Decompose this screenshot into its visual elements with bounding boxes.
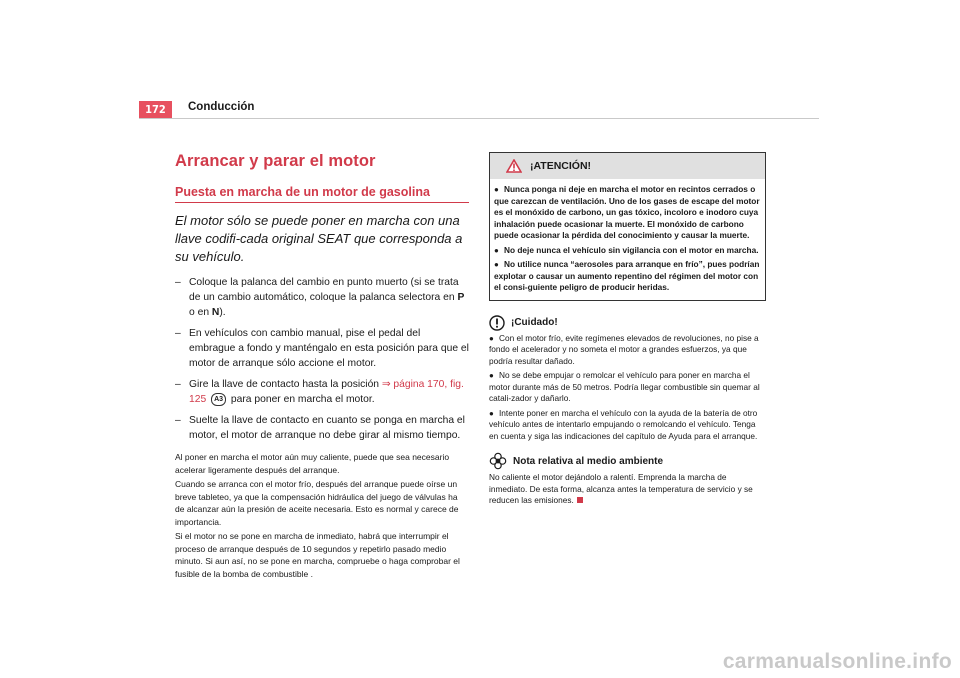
right-column — [489, 152, 766, 510]
environment-text: No caliente el motor dejándolo a ralentí. Emprenda la marcha de inmediato. De esta forma, alcanza antes la temperatura de servicio y se reducen las emisiones. — [489, 472, 753, 505]
list-item: – Gire la llave de contacto hasta la posición ⇒ página 170, fig. 125 A3 para poner en marcha el motor. — [175, 379, 464, 405]
caution-title: ¡Cuidado! — [511, 317, 558, 328]
warning-triangle-icon — [506, 159, 522, 173]
subsection-title: Puesta en marcha de un motor de gasolina — [175, 185, 469, 203]
list-item: ● Con el motor frío, evite regímenes elevados de revoluciones, no pise a fondo el acelerador y no someta el motor a grandes esfuerzos, ya que podría resultar dañado. — [489, 332, 759, 366]
warning-title: ¡ATENCIÓN! — [530, 160, 592, 172]
callout-badge: A3 — [211, 393, 226, 406]
bullet-icon: ● — [494, 260, 499, 269]
notes-block — [175, 451, 469, 580]
section-title: Arrancar y parar el motor — [175, 152, 376, 170]
steps-list — [175, 275, 469, 443]
list-item: – Coloque la palanca del cambio en punto muerto (si se trata de un cambio automático, coloque la palanca selectora en P o en N). — [175, 277, 465, 318]
page-reference-link[interactable]: ⇒ página 170, fig. 125 — [189, 379, 464, 405]
bullet-icon: ● — [494, 185, 499, 194]
list-item: – En vehículos con cambio manual, pise el pedal del embrague a fondo y manténgalo en esta posición para que el motor de arranque sólo accione el motor. — [175, 328, 469, 369]
gear-key-n: N — [211, 307, 220, 318]
list-item: ● Nunca ponga ni deje en marcha el motor en recintos cerrados o que carezcan de ventilación. Uno de los gases de escape del motor es el monóxido de carbono, un gas tóxico, incoloro e inodoro cuya inhalación puede ocasionar la muerte. El monóxido de carbono puede ocasionar la pérdida del conocimiento y causar la muerte. — [494, 184, 760, 240]
environment-block — [489, 452, 766, 507]
list-item: ● No se debe empujar o remolcar el vehículo para poner en marcha el motor durante más de 50 metros. Podría llegar combustible sin quemar al catali-zador y dañarlo. — [489, 370, 760, 403]
running-title: Conducción — [188, 101, 255, 113]
warning-header — [490, 153, 765, 179]
end-of-section-mark — [577, 497, 583, 503]
warning-box — [489, 152, 766, 301]
bullet-icon: ● — [489, 333, 494, 343]
caution-block — [489, 315, 766, 443]
list-item: ● Intente poner en marcha el vehículo con la ayuda de la batería de otro vehículo antes de intentarlo empujando o remolcando el vehículo. Tenga en cuenta y siga las indicaciones del capítulo de Ayuda para el arranque. — [489, 407, 758, 441]
caution-header — [489, 315, 766, 331]
bullet-icon: ● — [489, 408, 494, 418]
exclamation-circle-icon — [489, 315, 505, 331]
note-paragraph: Si el motor no se pone en marcha de inmediato, habrá que interrumpir el proceso de arranque después de 10 segundos y repetirlo pasado medio minuto. Si aun así, no se pone en marcha, compruebe o haga comprobar el fusible de la bomba de combustible . — [175, 531, 460, 579]
intro-text: El motor sólo se puede poner en marcha con una llave codifi-cada original SEAT que corresponda a su vehículo. — [175, 213, 463, 264]
list-item: – Suelte la llave de contacto en cuanto se ponga en marcha el motor, el motor de arranque no debe girar al mismo tiempo. — [175, 415, 465, 441]
watermark: carmanualsonline.info — [722, 650, 952, 673]
header-rule — [139, 118, 819, 119]
bullet-icon: ● — [489, 371, 494, 380]
bullet-icon: ● — [494, 245, 499, 255]
gear-key-p: P — [457, 292, 465, 303]
left-column — [175, 152, 469, 582]
note-paragraph: Cuando se arranca con el motor frío, después del arranque puede oírse un breve tableteo, ya que la compensación hidráulica del juego de válvulas ha de alcanzar aún la presión de aceite necesaria. Esto es normal y carece de importancia. — [175, 479, 459, 527]
flower-icon — [489, 452, 507, 470]
page-number-badge: 172 — [139, 101, 172, 118]
list-item: ● No utilice nunca “aerosoles para arranque en frío”, pues podrían explotar o causar un aumento repentino del régimen del motor con el consi-guiente peligro de producir heridas. — [494, 259, 760, 292]
note-paragraph: Al poner en marcha el motor aún muy caliente, puede que sea necesario acelerar ligeramente después del arranque. — [175, 452, 450, 475]
environment-title: Nota relativa al medio ambiente — [513, 455, 664, 467]
list-item: ● No deje nunca el vehículo sin vigilancia con el motor en marcha. — [494, 244, 759, 255]
warning-body — [490, 179, 765, 300]
environment-header — [489, 452, 766, 470]
